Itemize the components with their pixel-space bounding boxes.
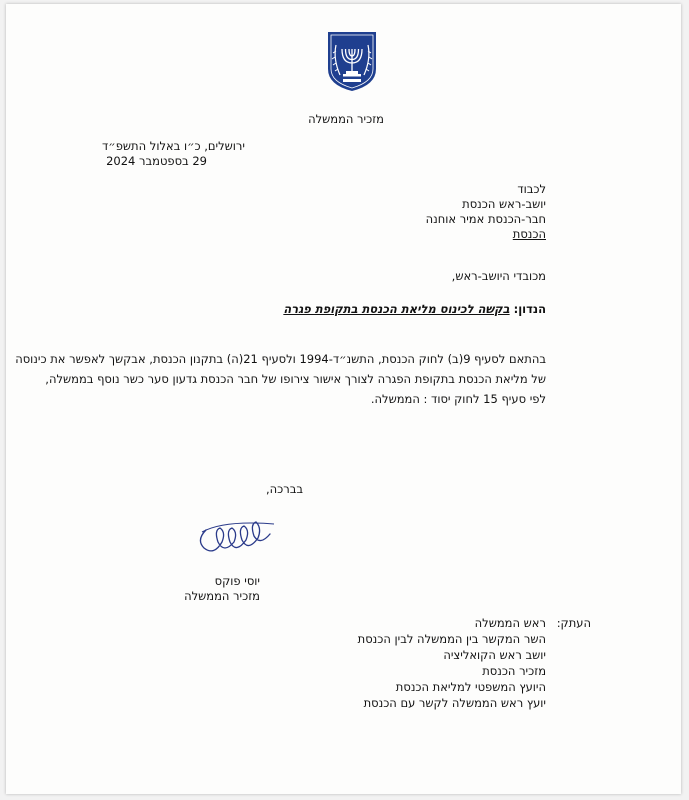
gregorian-date: 29 בספטמבר 2024 xyxy=(106,154,207,168)
state-of-israel-emblem-icon xyxy=(324,29,380,93)
closing: בברכה, xyxy=(265,482,303,496)
cc-recipient: יועץ ראש הממשלה לקשר עם הכנסת xyxy=(363,696,546,710)
body-line: לפי סעיף 15 לחוק יסוד : הממשלה. xyxy=(370,392,546,406)
subject-label: הנדון: xyxy=(513,302,546,316)
body-line: בהתאם לסעיף 9(ב) לחוק הכנסת, התשנ״ד-1994 ולסעיף 21(ה) בתקנון הכנסת, אבקשך לאפשר את כינוסה xyxy=(15,352,546,366)
hebrew-date: ירושלים, כ״ו באלול התשפ״ד xyxy=(102,139,245,153)
cc-recipient: השר המקשר בין הממשלה לבין הכנסת xyxy=(357,632,546,646)
cc-recipient: היועץ המשפטי למליאת הכנסת xyxy=(395,680,546,694)
addressee-line: הכנסת xyxy=(512,227,546,241)
cc-label: העתק: xyxy=(556,616,591,630)
handwritten-signature-icon xyxy=(194,512,280,562)
signer-name: יוסי פוקס xyxy=(214,574,260,588)
cc-recipient: יושב ראש הקואליציה xyxy=(443,648,546,662)
subject-text: בקשה לכינוס מליאת הכנסת בתקופת פגרה xyxy=(283,302,510,316)
office-title: מזכיר הממשלה xyxy=(308,112,384,126)
salutation: מכובדי היושב-ראש, xyxy=(451,269,546,283)
addressee-line: יושב-ראש הכנסת xyxy=(462,197,546,211)
body-line: של מליאת הכנסת בתקופת הפגרה לצורך אישור צירופו של חבר הכנסת גדעון סער כשר נוסף בממשלה, xyxy=(45,372,546,386)
signer-role: מזכיר הממשלה xyxy=(184,589,260,603)
addressee-line: לכבוד xyxy=(517,182,546,196)
cc-recipient: ראש הממשלה xyxy=(474,616,546,630)
letter-page xyxy=(6,4,681,794)
cc-recipient: מזכיר הכנסת xyxy=(482,664,546,678)
subject-line xyxy=(283,302,546,316)
addressee-line: חבר-הכנסת אמיר אוחנה xyxy=(425,212,546,226)
